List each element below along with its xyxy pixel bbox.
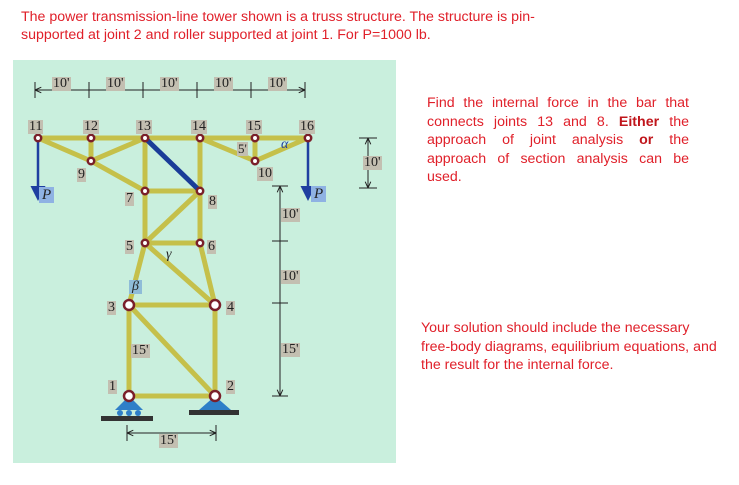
question-part-2: the approach of joint analysis xyxy=(427,113,689,148)
question-text xyxy=(427,94,689,187)
or-keyword: or xyxy=(639,132,654,148)
joint-label-7: 7 xyxy=(126,191,133,206)
top-dim-2: 10' xyxy=(107,76,124,91)
far-right-dim: 10' xyxy=(364,155,381,170)
right-dim-3: 15' xyxy=(282,342,299,357)
joint-label-15: 15 xyxy=(247,119,261,134)
joint-label-14: 14 xyxy=(192,119,206,134)
joint-label-8: 8 xyxy=(209,194,216,209)
question-part-3: the approach of section analysis can be used. xyxy=(427,132,689,185)
joint-label-3: 3 xyxy=(108,300,115,315)
problem-header xyxy=(21,8,621,44)
member-13-8 xyxy=(145,138,200,191)
top-dim-5: 10' xyxy=(269,76,286,91)
left-dim-15: 15' xyxy=(132,343,149,358)
base-dim-15: 15' xyxy=(160,433,177,448)
header-line-1: The power transmission-line tower shown is a truss structure. The structure is pin- xyxy=(21,9,535,25)
dim-5-label: 5' xyxy=(238,141,247,156)
joint-label-13: 13 xyxy=(137,119,151,134)
joint-label-6: 6 xyxy=(208,239,215,254)
solution-note: Your solution should include the necessary free-body diagrams, equilibrium equations, and the result for the internal force. xyxy=(421,320,717,373)
right-dim-2: 10' xyxy=(282,269,299,284)
angle-beta: β xyxy=(129,280,142,294)
joint-label-11: 11 xyxy=(29,119,43,134)
question-part-1: Find the internal force in the bar that connects joints 13 and 8. xyxy=(427,95,689,130)
joint-label-5: 5 xyxy=(126,239,133,254)
joint-label-16: 16 xyxy=(300,119,314,134)
load-label-left: P xyxy=(39,187,54,203)
joint-label-4: 4 xyxy=(227,300,234,315)
joint-label-12: 12 xyxy=(84,119,98,134)
either-keyword: Either xyxy=(618,113,660,130)
angle-gamma: γ xyxy=(166,247,172,262)
top-dim-4: 10' xyxy=(215,76,232,91)
header-line-2: supported at joint 2 and roller supported at joint 1. For P=1000 lb. xyxy=(21,27,431,43)
truss-diagram xyxy=(13,60,396,463)
joint-label-10: 10 xyxy=(258,166,272,181)
joint-label-2: 2 xyxy=(227,379,234,394)
angle-alpha: α xyxy=(281,137,289,152)
right-dim-1: 10' xyxy=(282,207,299,222)
joint-label-1: 1 xyxy=(109,379,116,394)
load-label-right: P xyxy=(311,186,326,202)
joint-label-9: 9 xyxy=(78,167,85,182)
top-dim-1: 10' xyxy=(53,76,70,91)
top-dim-3: 10' xyxy=(161,76,178,91)
